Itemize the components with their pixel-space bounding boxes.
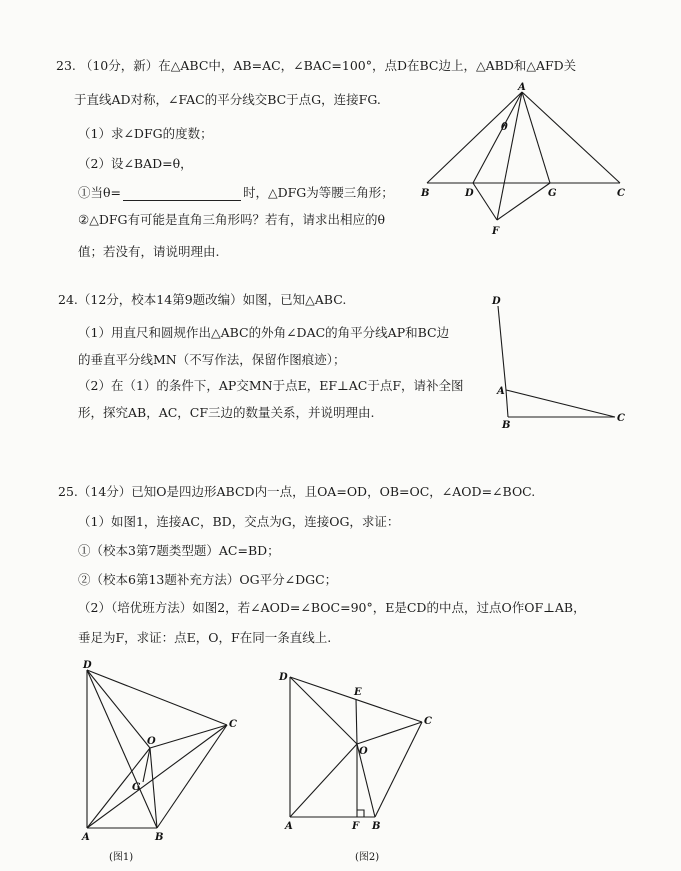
seg-CB	[375, 722, 422, 817]
fig2-caption: (图2)	[355, 852, 380, 863]
label-C: C	[617, 188, 625, 199]
q25-part1: （1）如图1，连接AC，BD，交点为G，连接OG，求证：	[78, 514, 400, 529]
q23-sub2: ②△DFG有可能是直角三角形吗？若有，请求出相应的θ	[78, 212, 386, 227]
label-A: A	[285, 821, 293, 832]
q25-sub2: ②（校本6第13题补充方法）OG平分∠DGC；	[78, 572, 338, 587]
q25-figure2	[275, 662, 450, 867]
label-E: E	[354, 687, 362, 698]
q25-header: 25.（14分）已知O是四边形ABCD内一点，且OA=OD，OB=OC，∠AOD=∠BOC.	[58, 484, 536, 499]
answer-blank[interactable]	[123, 189, 241, 201]
label-theta: θ	[501, 122, 508, 133]
q24-header: 24.（12分，校本14第9题改编）如图，已知△ABC.	[58, 292, 347, 307]
seg-AD	[473, 92, 522, 183]
label-D: D	[83, 660, 92, 671]
label-O: O	[147, 736, 156, 747]
q24-part1-cont: 的垂直平分线MN（不写作法，保留作图痕迹）；	[78, 352, 346, 367]
q24-part2-cont: 形，探究AB，AC，CF三边的数量关系，并说明理由.	[78, 405, 375, 420]
seg-AC	[522, 92, 620, 183]
right-angle-mark	[357, 810, 364, 817]
label-F: F	[492, 226, 500, 237]
seg-AF	[497, 92, 522, 220]
label-B: B	[421, 188, 430, 199]
label-G: G	[132, 782, 141, 793]
label-A: A	[518, 82, 526, 93]
seg-AB	[506, 390, 508, 417]
fig1-caption: (图1)	[109, 852, 134, 863]
seg-OD	[290, 677, 357, 744]
label-C: C	[229, 719, 237, 730]
q24-figure	[485, 292, 635, 432]
q25-part2: （2）（培优班方法）如图2，若∠AOD=∠BOC=90°，E是CD的中点，过点O作OF⊥AB，	[78, 600, 586, 615]
label-A: A	[497, 386, 505, 397]
seg-OB	[150, 748, 157, 828]
q23-header: 23. （10分，新）在△ABC中，AB=AC，∠BAC=100°，点D在BC边上，△ABD和△AFD关	[56, 58, 577, 73]
seg-CB	[157, 725, 227, 828]
seg-AB	[427, 92, 522, 183]
label-B: B	[155, 832, 164, 843]
q23-part1: （1）求∠DFG的度数；	[78, 126, 213, 141]
label-B: B	[502, 420, 511, 431]
label-D: D	[465, 188, 474, 199]
seg-OE	[356, 699, 357, 744]
label-O: O	[359, 746, 368, 757]
label-F: F	[352, 821, 360, 832]
q25-figure1	[75, 660, 250, 865]
q24-part1: （1）用直尺和圆规作出△ABC的外角∠DAC的角平分线AP和BC边	[78, 325, 450, 340]
seg-OC	[150, 725, 227, 748]
q23-sub1	[78, 185, 394, 201]
seg-AC	[506, 390, 615, 417]
label-B: B	[372, 821, 381, 832]
seg-FG	[497, 183, 550, 220]
label-G: G	[548, 188, 557, 199]
q23-part2: （2）设∠BAD=θ，	[78, 156, 193, 171]
seg-OD	[87, 670, 150, 748]
q25-part2-cont: 垂足为F，求证：点E，O，F在同一条直线上.	[78, 630, 332, 645]
label-C: C	[424, 716, 432, 727]
q23-sub1-suffix: 时，△DFG为等腰三角形；	[243, 185, 394, 200]
q25-sub1: ①（校本3第7题类型题）AC=BD；	[78, 543, 280, 558]
seg-AC	[87, 725, 227, 828]
q23-figure	[415, 80, 640, 245]
label-A: A	[82, 832, 90, 843]
q23-sub2-cont: 值；若没有，请说明理由.	[78, 244, 220, 259]
seg-DA	[498, 306, 506, 390]
seg-DF	[473, 183, 497, 220]
q24-part2: （2）在（1）的条件下，AP交MN于点E，EF⊥AC于点F，请补全图	[78, 378, 464, 393]
q23-line2: 于直线AD对称，∠FAC的平分线交BC于点G，连接FG.	[74, 92, 381, 107]
q23-sub1-prefix: ①当θ=	[78, 185, 121, 200]
seg-OA	[290, 744, 357, 817]
label-D: D	[279, 672, 288, 683]
label-D: D	[492, 296, 501, 307]
label-C: C	[617, 413, 625, 424]
